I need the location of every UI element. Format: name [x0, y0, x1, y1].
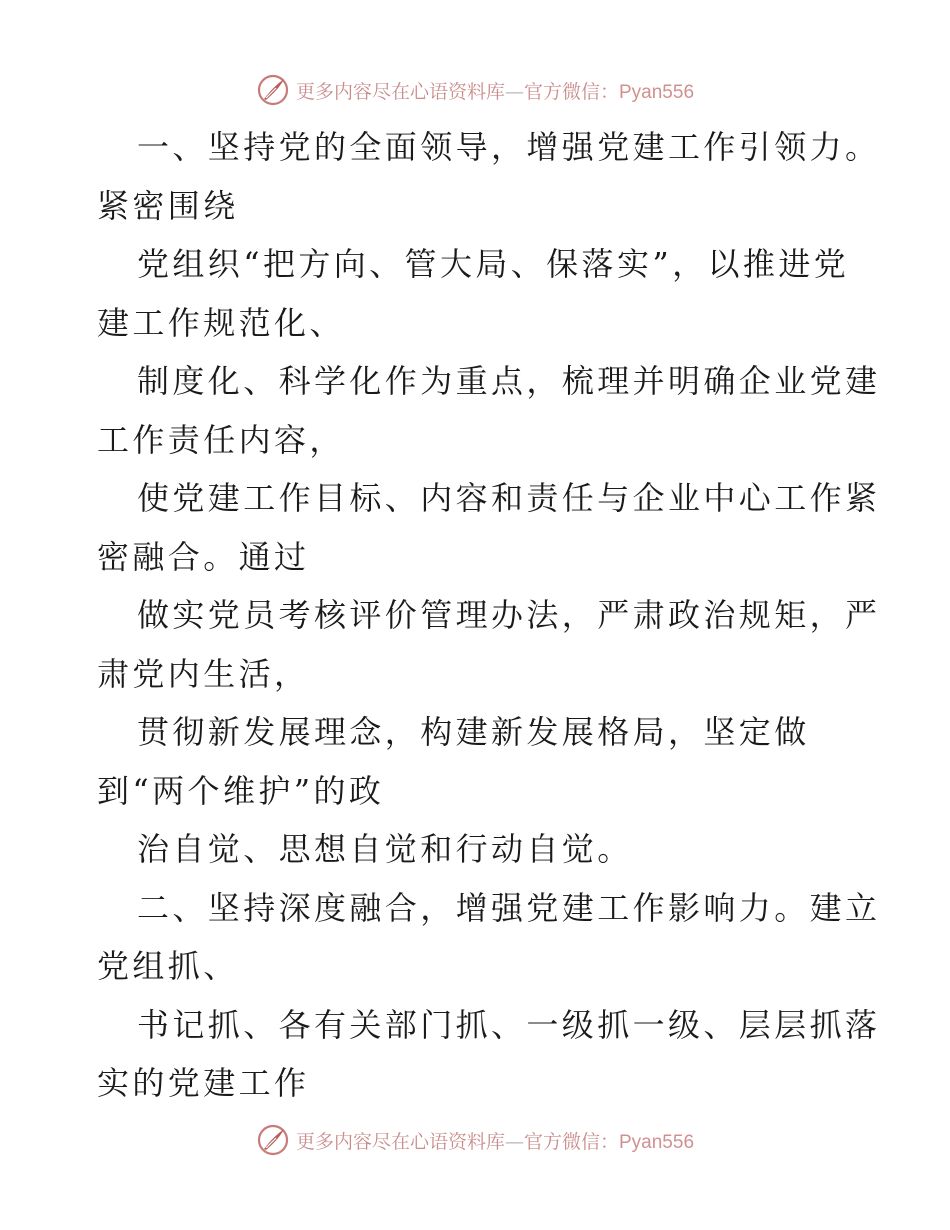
quill-logo-icon: [256, 1123, 290, 1157]
text-line: 使党建工作目标、内容和责任与企业中心工作紧: [137, 479, 881, 517]
watermark-account: Pyan556: [619, 1131, 695, 1153]
watermark-text: [296, 77, 694, 104]
text-line: 治自觉、思想自觉和行动自觉。: [137, 830, 633, 868]
text-line: 肃党内生活，: [97, 654, 310, 693]
watermark-separator: —: [504, 1130, 524, 1153]
text-line: 制度化、科学化作为重点，梳理并明确企业党建: [137, 362, 881, 400]
watermark-separator: —: [504, 80, 524, 103]
text-line: 一、坚持党的全面领导，增强党建工作引领力。: [137, 128, 881, 166]
footer-watermark: [0, 1120, 950, 1160]
text-line: 党组织“把方向、管大局、保落实”，以推进党: [137, 245, 850, 283]
text-line: 建工作规范化、: [97, 303, 345, 342]
text-line: 实的党建工作: [97, 1064, 310, 1102]
text-line: 党组抓、: [97, 947, 239, 985]
watermark-main: 更多内容尽在心语资料库: [295, 80, 505, 103]
watermark-label: 官方微信：: [523, 80, 619, 103]
quill-logo-icon: [256, 73, 290, 107]
text-line: 做实党员考核评价管理办法，严肃政治规矩，严: [137, 596, 881, 634]
text-line: 二、坚持深度融合，增强党建工作影响力。建立: [137, 888, 881, 927]
text-line: 紧密围绕: [97, 186, 239, 225]
watermark-main: 更多内容尽在心语资料库: [295, 1130, 505, 1153]
watermark-label: 官方微信：: [523, 1130, 619, 1153]
text-line: 书记抓、各有关部门抓、一级抓一级、层层抓落: [137, 1005, 881, 1044]
text-line: 贯彻新发展理念，构建新发展格局，坚定做: [137, 713, 810, 751]
header-watermark: [0, 70, 950, 110]
watermark-text: [296, 1127, 694, 1154]
document-body: [97, 118, 881, 1113]
text-line: 密融合。通过: [97, 537, 310, 576]
text-line: 工作责任内容，: [97, 420, 345, 459]
text-line: 到“两个维护”的政: [97, 771, 385, 810]
watermark-account: Pyan556: [619, 81, 695, 103]
